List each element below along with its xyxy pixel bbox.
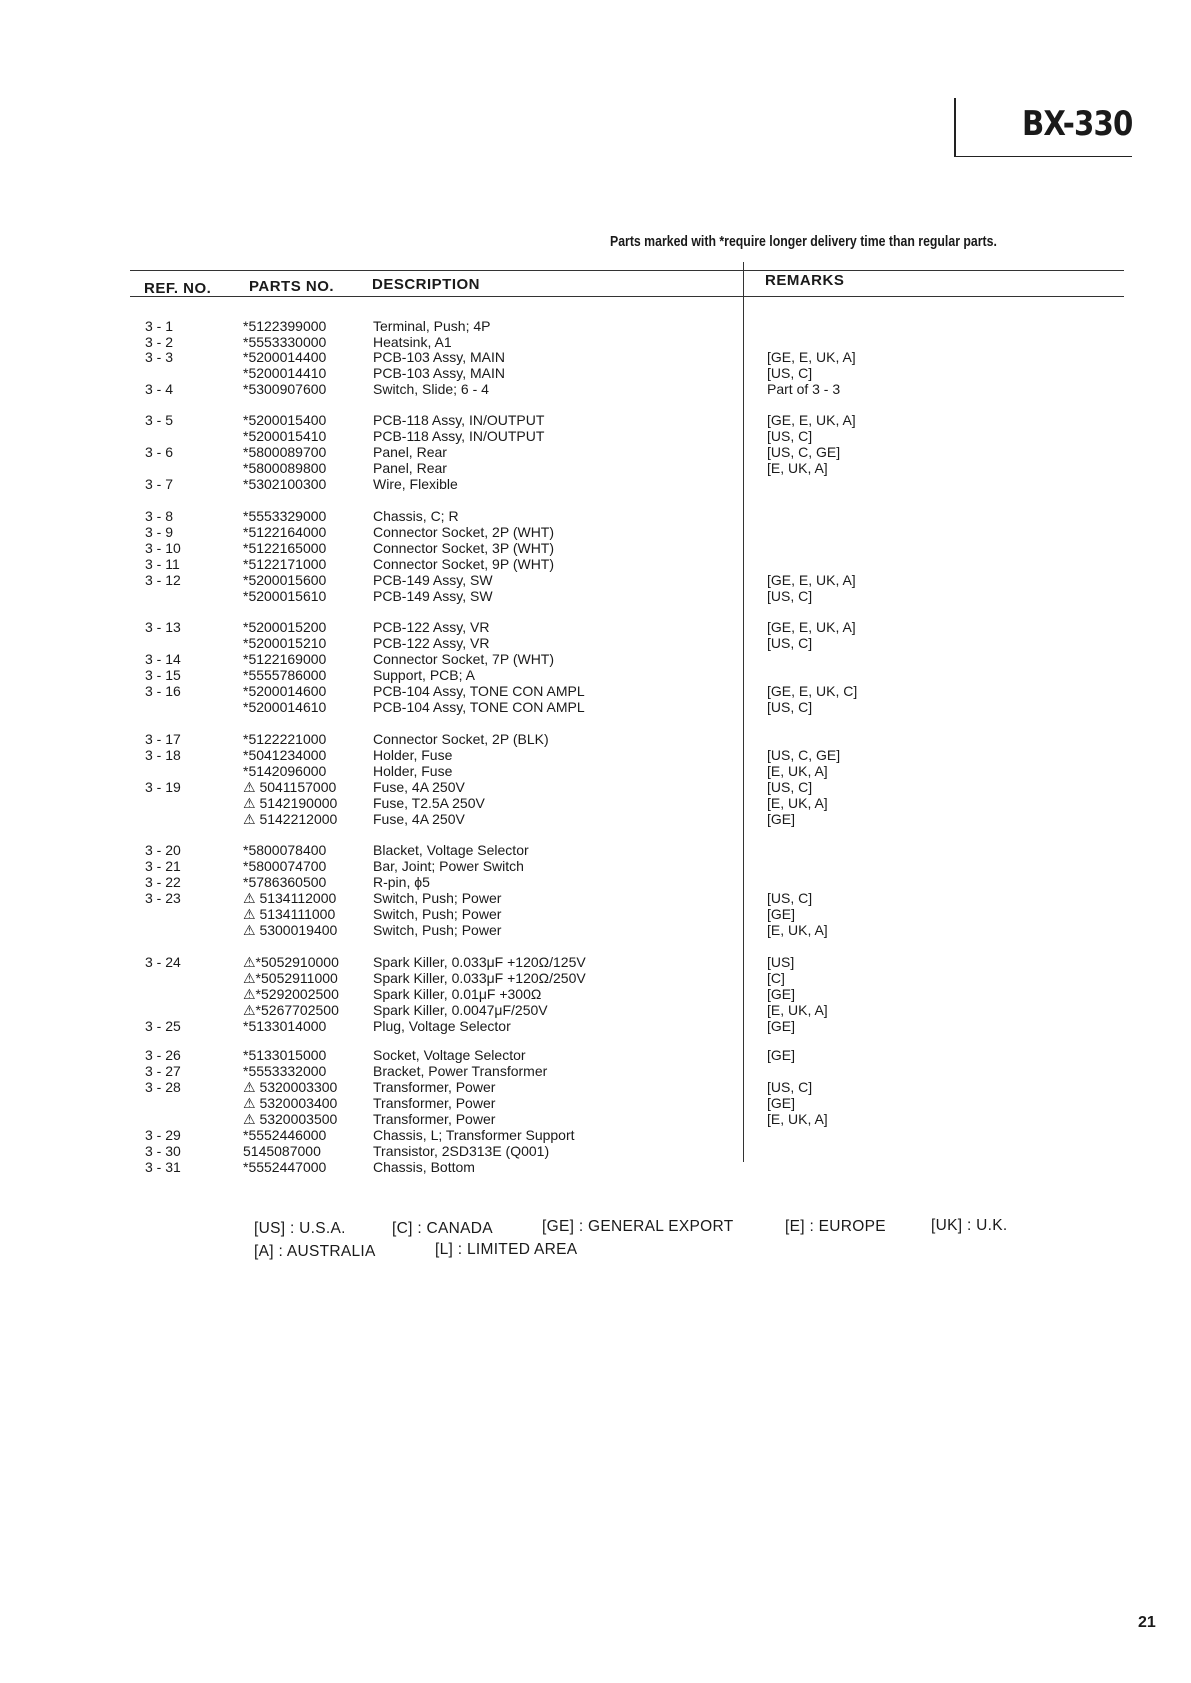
row-25-remark: [E, UK, A]: [767, 763, 828, 779]
row-5-description: Switch, Slide; 6 - 4: [373, 381, 489, 397]
row-45-ref-no: 3 - 29: [145, 1127, 181, 1143]
delivery-notice: Parts marked with *require longer delivery time than regular parts.: [610, 233, 997, 250]
row-21-ref-no: 3 - 16: [145, 683, 181, 699]
row-37-description: Spark Killer, 0.01μF +300Ω: [373, 986, 542, 1002]
row-8-part-no: *5800089700: [243, 444, 327, 460]
row-33-remark: [GE]: [767, 906, 796, 922]
row-14-ref-no: 3 - 11: [145, 556, 180, 572]
legend-a: [A] : AUSTRALIA: [254, 1243, 376, 1260]
row-36-part-no: ⚠*5052911000: [243, 970, 338, 986]
page-number: 21: [1138, 1614, 1156, 1631]
row-6-description: PCB-118 Assy, IN/OUTPUT: [373, 412, 545, 428]
row-13-part-no: *5122165000: [243, 540, 327, 556]
row-8-remark: [US, C, GE]: [767, 444, 841, 460]
row-26-description: Fuse, 4A 250V: [373, 779, 465, 795]
row-35-part-no: ⚠*5052910000: [243, 954, 339, 970]
row-34-description: Switch, Push; Power: [373, 922, 502, 938]
row-26-part-no: ⚠ 5041157000: [243, 779, 337, 795]
row-39-description: Plug, Voltage Selector: [373, 1018, 511, 1034]
row-10-ref-no: 3 - 7: [145, 476, 174, 492]
row-22-part-no: *5200014610: [243, 699, 327, 715]
row-5-remark: Part of 3 - 3: [767, 381, 841, 397]
column-header-description: DESCRIPTION: [372, 276, 481, 293]
row-18-description: PCB-122 Assy, VR: [373, 635, 490, 651]
row-45-part-no: *5552446000: [243, 1127, 327, 1143]
legend-e: [E] : EUROPE: [785, 1218, 886, 1235]
row-4-description: PCB-103 Assy, MAIN: [373, 365, 506, 381]
row-38-part-no: ⚠*5267702500: [243, 1002, 339, 1018]
row-5-ref-no: 3 - 4: [145, 381, 174, 397]
row-40-part-no: *5133015000: [243, 1047, 327, 1063]
row-4-part-no: *5200014410: [243, 365, 327, 381]
row-42-ref-no: 3 - 28: [145, 1079, 181, 1095]
row-31-ref-no: 3 - 22: [145, 874, 181, 890]
row-44-remark: [E, UK, A]: [767, 1111, 828, 1127]
row-7-description: PCB-118 Assy, IN/OUTPUT: [373, 428, 545, 444]
row-15-remark: [GE, E, UK, A]: [767, 572, 856, 588]
row-14-part-no: *5122171000: [243, 556, 327, 572]
row-42-part-no: ⚠ 5320003300: [243, 1079, 338, 1095]
row-9-part-no: *5800089800: [243, 460, 327, 476]
row-23-description: Connector Socket, 2P (BLK): [373, 731, 549, 747]
row-22-description: PCB-104 Assy, TONE CON AMPL: [373, 699, 585, 715]
row-32-ref-no: 3 - 23: [145, 890, 181, 906]
row-37-remark: [GE]: [767, 986, 796, 1002]
row-30-description: Bar, Joint; Power Switch: [373, 858, 524, 874]
row-40-description: Socket, Voltage Selector: [373, 1047, 526, 1063]
row-24-remark: [US, C, GE]: [767, 747, 841, 763]
row-46-ref-no: 3 - 30: [145, 1143, 181, 1159]
row-21-remark: [GE, E, UK, C]: [767, 683, 858, 699]
row-20-description: Support, PCB; A: [373, 667, 475, 683]
row-35-remark: [US]: [767, 954, 795, 970]
row-41-description: Bracket, Power Transformer: [373, 1063, 548, 1079]
column-header-remarks: REMARKS: [765, 272, 845, 289]
model-title: BX-330: [1022, 104, 1133, 144]
row-35-description: Spark Killer, 0.033μF +120Ω/125V: [373, 954, 586, 970]
row-7-remark: [US, C]: [767, 428, 813, 444]
row-44-description: Transformer, Power: [373, 1111, 496, 1127]
row-2-part-no: *5553330000: [243, 334, 327, 350]
row-25-description: Holder, Fuse: [373, 763, 453, 779]
row-26-remark: [US, C]: [767, 779, 813, 795]
row-29-description: Blacket, Voltage Selector: [373, 842, 529, 858]
row-12-ref-no: 3 - 9: [145, 524, 174, 540]
row-47-ref-no: 3 - 31: [145, 1159, 181, 1175]
row-46-part-no: 5145087000: [243, 1143, 321, 1159]
row-25-part-no: *5142096000: [243, 763, 327, 779]
row-3-ref-no: 3 - 3: [145, 349, 174, 365]
row-43-part-no: ⚠ 5320003400: [243, 1095, 338, 1111]
legend-c: [C] : CANADA: [392, 1220, 493, 1237]
row-5-part-no: *5300907600: [243, 381, 327, 397]
row-45-description: Chassis, L; Transformer Support: [373, 1127, 575, 1143]
row-29-ref-no: 3 - 20: [145, 842, 181, 858]
row-32-part-no: ⚠ 5134112000: [243, 890, 337, 906]
row-2-ref-no: 3 - 2: [145, 334, 174, 350]
row-33-part-no: ⚠ 5134111000: [243, 906, 336, 922]
row-15-part-no: *5200015600: [243, 572, 327, 588]
row-38-description: Spark Killer, 0.0047μF/250V: [373, 1002, 548, 1018]
row-19-ref-no: 3 - 14: [145, 651, 181, 667]
row-31-part-no: *5786360500: [243, 874, 327, 890]
row-43-description: Transformer, Power: [373, 1095, 496, 1111]
row-39-remark: [GE]: [767, 1018, 796, 1034]
row-24-ref-no: 3 - 18: [145, 747, 181, 763]
row-39-ref-no: 3 - 25: [145, 1018, 181, 1034]
row-10-part-no: *5302100300: [243, 476, 327, 492]
legend-us: [US] : U.S.A.: [254, 1220, 346, 1237]
row-11-description: Chassis, C; R: [373, 508, 459, 524]
row-28-description: Fuse, 4A 250V: [373, 811, 465, 827]
row-11-part-no: *5553329000: [243, 508, 327, 524]
row-28-remark: [GE]: [767, 811, 796, 827]
row-6-part-no: *5200015400: [243, 412, 327, 428]
row-23-ref-no: 3 - 17: [145, 731, 181, 747]
row-31-description: R-pin, ϕ5: [373, 874, 430, 890]
row-32-description: Switch, Push; Power: [373, 890, 502, 906]
row-22-remark: [US, C]: [767, 699, 813, 715]
row-36-description: Spark Killer, 0.033μF +120Ω/250V: [373, 970, 586, 986]
row-26-ref-no: 3 - 19: [145, 779, 181, 795]
row-32-remark: [US, C]: [767, 890, 813, 906]
row-38-remark: [E, UK, A]: [767, 1002, 828, 1018]
row-16-remark: [US, C]: [767, 588, 813, 604]
row-16-part-no: *5200015610: [243, 588, 327, 604]
row-4-remark: [US, C]: [767, 365, 813, 381]
column-header-parts: PARTS NO.: [249, 278, 335, 295]
legend-uk: [UK] : U.K.: [931, 1217, 1008, 1234]
row-17-ref-no: 3 - 13: [145, 619, 181, 635]
row-17-description: PCB-122 Assy, VR: [373, 619, 490, 635]
row-41-part-no: *5553332000: [243, 1063, 327, 1079]
row-15-ref-no: 3 - 12: [145, 572, 181, 588]
row-36-remark: [C]: [767, 970, 785, 986]
row-30-part-no: *5800074700: [243, 858, 327, 874]
row-42-description: Transformer, Power: [373, 1079, 496, 1095]
row-24-description: Holder, Fuse: [373, 747, 453, 763]
row-34-remark: [E, UK, A]: [767, 922, 828, 938]
row-44-part-no: ⚠ 5320003500: [243, 1111, 338, 1127]
row-30-ref-no: 3 - 21: [145, 858, 181, 874]
row-43-remark: [GE]: [767, 1095, 796, 1111]
row-1-part-no: *5122399000: [243, 318, 327, 334]
row-47-part-no: *5552447000: [243, 1159, 327, 1175]
row-9-description: Panel, Rear: [373, 460, 447, 476]
row-18-remark: [US, C]: [767, 635, 813, 651]
row-40-remark: [GE]: [767, 1047, 796, 1063]
row-47-description: Chassis, Bottom: [373, 1159, 475, 1175]
row-35-ref-no: 3 - 24: [145, 954, 181, 970]
row-19-description: Connector Socket, 7P (WHT): [373, 651, 555, 667]
row-12-description: Connector Socket, 2P (WHT): [373, 524, 555, 540]
row-3-part-no: *5200014400: [243, 349, 327, 365]
row-39-part-no: *5133014000: [243, 1018, 327, 1034]
row-16-description: PCB-149 Assy, SW: [373, 588, 493, 604]
row-17-part-no: *5200015200: [243, 619, 327, 635]
row-21-description: PCB-104 Assy, TONE CON AMPL: [373, 683, 585, 699]
row-33-description: Switch, Push; Power: [373, 906, 502, 922]
row-18-part-no: *5200015210: [243, 635, 327, 651]
row-6-remark: [GE, E, UK, A]: [767, 412, 856, 428]
row-28-part-no: ⚠ 5142212000: [243, 811, 338, 827]
row-21-part-no: *5200014600: [243, 683, 327, 699]
row-27-part-no: ⚠ 5142190000: [243, 795, 338, 811]
row-29-part-no: *5800078400: [243, 842, 327, 858]
row-3-remark: [GE, E, UK, A]: [767, 349, 856, 365]
row-3-description: PCB-103 Assy, MAIN: [373, 349, 506, 365]
column-header-ref: REF. NO.: [144, 280, 212, 297]
row-8-ref-no: 3 - 6: [145, 444, 174, 460]
row-13-ref-no: 3 - 10: [145, 540, 181, 556]
row-20-ref-no: 3 - 15: [145, 667, 181, 683]
row-7-part-no: *5200015410: [243, 428, 327, 444]
row-11-ref-no: 3 - 8: [145, 508, 174, 524]
row-27-remark: [E, UK, A]: [767, 795, 828, 811]
row-1-ref-no: 3 - 1: [145, 318, 174, 334]
row-23-part-no: *5122221000: [243, 731, 327, 747]
row-10-description: Wire, Flexible: [373, 476, 458, 492]
row-37-part-no: ⚠*5292002500: [243, 986, 339, 1002]
row-17-remark: [GE, E, UK, A]: [767, 619, 856, 635]
row-34-part-no: ⚠ 5300019400: [243, 922, 338, 938]
row-1-description: Terminal, Push; 4P: [373, 318, 491, 334]
row-40-ref-no: 3 - 26: [145, 1047, 181, 1063]
row-42-remark: [US, C]: [767, 1079, 813, 1095]
row-6-ref-no: 3 - 5: [145, 412, 174, 428]
row-8-description: Panel, Rear: [373, 444, 447, 460]
row-2-description: Heatsink, A1: [373, 334, 452, 350]
row-41-ref-no: 3 - 27: [145, 1063, 181, 1079]
row-46-description: Transistor, 2SD313E (Q001): [373, 1143, 550, 1159]
legend-ge: [GE] : GENERAL EXPORT: [542, 1218, 734, 1235]
row-9-remark: [E, UK, A]: [767, 460, 828, 476]
row-14-description: Connector Socket, 9P (WHT): [373, 556, 555, 572]
row-13-description: Connector Socket, 3P (WHT): [373, 540, 555, 556]
row-15-description: PCB-149 Assy, SW: [373, 572, 493, 588]
row-19-part-no: *5122169000: [243, 651, 327, 667]
legend-l: [L] : LIMITED AREA: [435, 1241, 578, 1258]
row-20-part-no: *5555786000: [243, 667, 327, 683]
row-24-part-no: *5041234000: [243, 747, 327, 763]
row-27-description: Fuse, T2.5A 250V: [373, 795, 485, 811]
row-12-part-no: *5122164000: [243, 524, 327, 540]
